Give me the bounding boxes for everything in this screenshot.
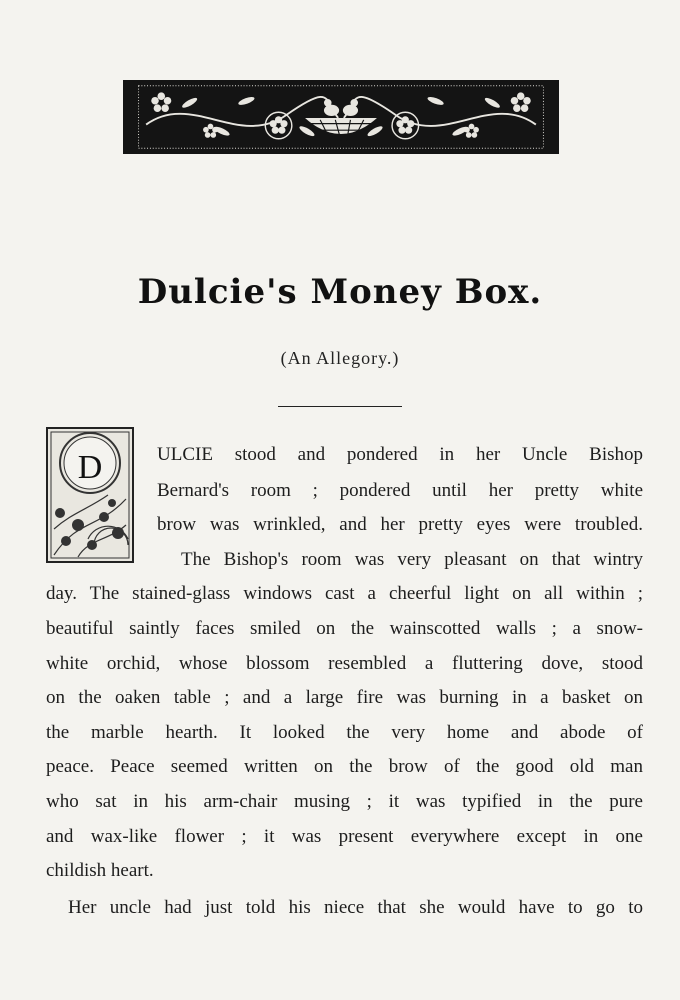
text-line: brow was wrinkled, and her pretty eyes were troubled. <box>157 514 643 535</box>
bird-nest-floral-icon <box>125 82 557 152</box>
text-line: and wax-like flower ; it was present everywhere except in one <box>46 826 643 847</box>
text-line: Her uncle had just told his niece that she would have to go to <box>68 897 643 918</box>
chapter-subtitle: (An Allegory.) <box>280 348 400 368</box>
text-line: The Bishop's room was very pleasant on that wintry <box>181 549 643 570</box>
text-line: day. The stained-glass windows cast a cheerful light on all within ; <box>46 583 643 604</box>
text-line: ULCIE stood and pondered in her Uncle Bishop <box>157 444 643 465</box>
text-line: peace. Peace seemed written on the brow of the good old man <box>46 756 643 777</box>
chapter-title: Dulcie's Money Box. <box>137 272 543 312</box>
text-line: beautiful saintly faces smiled on the wainscotted walls ; a snow- <box>46 618 643 639</box>
text-line: white orchid, whose blossom resembled a fluttering dove, stood <box>46 653 643 674</box>
drop-cap-letter: D <box>77 449 103 486</box>
ornamental-headpiece <box>123 80 559 154</box>
text-line: who sat in his arm-chair musing ; it was typified in the pure <box>46 791 643 812</box>
text-line: Bernard's room ; pondered until her pretty white <box>157 480 643 501</box>
title-divider <box>278 406 402 407</box>
drop-cap-initial <box>46 427 134 563</box>
text-line: the marble hearth. It looked the very home and abode of <box>46 722 643 743</box>
text-line: childish heart. <box>46 860 154 881</box>
text-line: on the oaken table ; and a large fire was burning in a basket on <box>46 687 643 708</box>
